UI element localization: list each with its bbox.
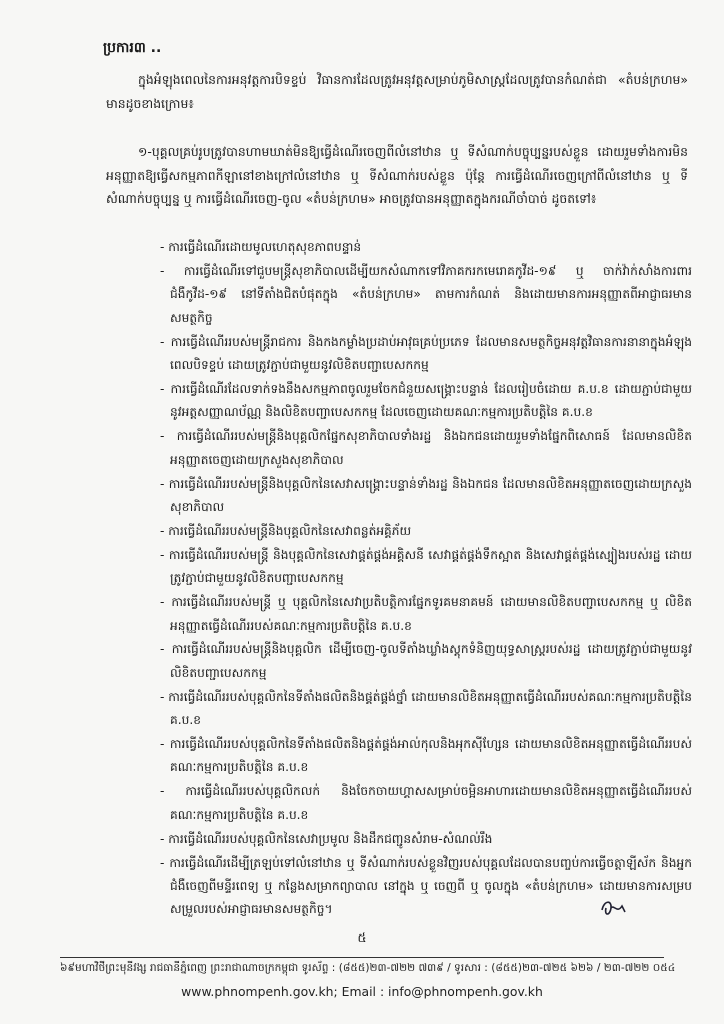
list-item: - ការធ្វើដំណើររបស់មន្ត្រីរាជការ និងកងកម្លាំងប្រដាប់អាវុធគ្រប់ប្រភេទ ដែលមានសមត្ថកិច្ចអនុវត្តវិធានការនានាក្នុងអំឡុងពេលបិទខ្ទប់ ដោយត្រូវភ្ជាប់ជាមួយនូវលិខិតបញ្ជាបេសកកម្ម — [160, 331, 692, 378]
footer-divider — [60, 957, 664, 958]
list-item: - ការធ្វើដំណើររបស់បុគ្គលិកនៃសេវាប្រមូល និងដឹកជញ្ជូនសំរាម-សំណល់រឹង — [160, 828, 692, 851]
list-item: - ការធ្វើដំណើរទៅជួបមន្ត្រីសុខាភិបាលដើម្បីយកសំណាកទៅវិភាគករកមេរោគកូវីដ-១៩ ឬ ចាក់វ៉ាក់សាំងការពារជំងឺកូវីដ-១៩ នៅទីតាំងជិតបំផុតក្នុង «តំបន់ក្រហម» តាមការកំណត់ និងដោយមានការអនុញ្ញាតពីអាជ្ញាធរមានសមត្ថកិច្ច — [160, 260, 692, 330]
list-item: - ការធ្វើដំណើររបស់មន្ត្រីនិងបុគ្គលិកផ្នែកសុខាភិបាលទាំងរដ្ឋ និងឯកជនដោយរួមទាំងផ្នែកពិសោធន៍ ដែលមានលិខិតអនុញ្ញាតចេញដោយក្រសួងសុខាភិបាល — [160, 425, 692, 472]
list-item: - ការធ្វើដំណើររបស់មន្ត្រីនិងបុគ្គលិកនៃសេវាពន្លត់អគ្គិភ័យ — [160, 520, 692, 543]
page-number: ៥ — [357, 931, 367, 946]
list-item: - ការធ្វើដំណើររបស់បុគ្គលិកនៃទីតាំងផលិតនិងផ្គត់ផ្គង់ថ្នាំ ដោយមានលិខិតអនុញ្ញាតធ្វើដំណើររបស់គណៈកម្មការប្រតិបត្តិនៃ គ.ប.ខ — [160, 686, 692, 733]
list-item: - ការធ្វើដំណើរដែលទាក់ទងនឹងសកម្មភាពចូលរួមចែកជំនួយសង្គ្រោះបន្ទាន់ ដែលរៀបចំដោយ គ.ប.ខ ដោយភ្ជាប់ជាមួយនូវអត្តសញ្ញាណប័ណ្ណ និងលិខិតបញ្ជាបេសកកម្ម ដែលចេញដោយគណៈកម្មការប្រតិបត្តិនៃ គ.ប.ខ — [160, 378, 692, 425]
list-item: - ការធ្វើដំណើររបស់មន្ត្រីនិងបុគ្គលិក ដើម្បីចេញ-ចូលទីតាំងឃ្លាំងស្តុកទំនិញយុទ្ធសាស្ត្ររបស់រដ្ឋ ដោយត្រូវភ្ជាប់ជាមួយនូវលិខិតបញ្ជាបេសកកម្ម — [160, 638, 692, 685]
initial-signature-icon — [598, 896, 628, 920]
list-item: - ការធ្វើដំណើររបស់មន្ត្រី ឬ បុគ្គលិកនៃសេវាប្រតិបត្តិការផ្នែកទូរគមនាគមន៍ ដោយមានលិខិតបញ្ជាបេសកកម្ម ឬ លិខិតអនុញ្ញាតធ្វើដំណើររបស់គណៈកម្មការប្រតិបត្តិនៃ គ.ប.ខ — [160, 591, 692, 638]
footer-address: ៦៩មហាវិថីព្រះមុនីវង្ស រាជធានីភ្នំពេញ ព្រះរាជាណាចក្រកម្ពុជា ទូរស័ព្ទ : (៨៥៥)២៣-៧២២ ៧៣៩ / ទូរសារ : (៨៥៥)២៣-៧២៥ ៦២៦ / ២៣-៧២២ ០៥៤ — [60, 962, 676, 974]
list-item: - ការធ្វើដំណើររបស់មន្ត្រី និងបុគ្គលិកនៃសេវាផ្គត់ផ្គង់អគ្គិសនី សេវាផ្គត់ផ្គង់ទឹកស្អាត និងសេវាផ្គត់ផ្គង់ស្បៀងរបស់រដ្ឋ ដោយត្រូវភ្ជាប់ជាមួយនូវលិខិតបញ្ជាបេសកកម្ម — [160, 544, 692, 591]
intro-paragraph: ក្នុងអំឡុងពេលនៃការអនុវត្តការបិទខ្ទប់ វិធានការដែលត្រូវអនុវត្តសម្រាប់ភូមិសាស្រ្តដែលត្រូវបានកំណត់ជា «តំបន់ក្រហម» មានដូចខាងក្រោម៖ — [106, 72, 688, 111]
list-item: - ការធ្វើដំណើររបស់បុគ្គលិកនៃទីតាំងផលិតនិងផ្គត់ផ្គង់អាល់កុលនិងអុកស៊ីហ្សែន ដោយមានលិខិតអនុញ្ញាតធ្វើដំណើររបស់គណៈកម្មការប្រតិបត្តិនៃ គ.ប.ខ — [160, 733, 692, 780]
list-item: - ការធ្វើដំណើរដើម្បីត្រឡប់ទៅលំនៅឋាន ឬ ទីសំណាក់របស់ខ្លួនវិញរបស់បុគ្គលដែលបានបញ្ចប់ការធ្វើចត្តាឡីស័ក និងអ្នកជំងឺចេញពីមន្ទីរពេទ្យ ឬ កន្លែងសម្រាកព្យាបាល នៅក្នុង ឬ ចេញពី ឬ ចូលក្នុង «តំបន់ក្រហម» ដោយមានការសម្របសម្រួលរបស់អាជ្ញាធរមានសមត្ថកិច្ច។ — [160, 852, 692, 922]
list-item: - ការធ្វើដំណើររបស់មន្ត្រីនិងបុគ្គលិកនៃសេវាសង្គ្រោះបន្ទាន់ទាំងរដ្ឋ និងឯកជន ដែលមានលិខិតអនុញ្ញាតចេញដោយក្រសួងសុខាភិបាល — [160, 473, 692, 520]
list-item: - ការធ្វើដំណើរដោយមូលហេតុសុខភាពបន្ទាន់ — [160, 236, 692, 259]
rule-paragraph: ១-បុគ្គលគ្រប់រូបត្រូវបានហាមឃាត់មិនឱ្យធ្វើដំណើរចេញពីលំនៅឋាន ឬ ទីសំណាក់បច្ចុប្បន្នរបស់ខ្លួន ដោយរួមទាំងការមិនអនុញ្ញាតឱ្យធ្វើសកម្មភាពកីឡានៅខាងក្រៅលំនៅឋាន ឬ ទីសំណាក់របស់ខ្លួន ប៉ុន្តែ ការធ្វើដំណើរចេញក្រៅពីលំនៅឋាន ឬ ទីសំណាក់បច្ចុប្បន្ន ឬ ការធ្វើដំណើរចេញ-ចូល «តំបន់ក្រហម» អាចត្រូវបានអនុញ្ញាតក្នុងករណីចាំបាច់ ដូចតទៅ៖ — [106, 144, 688, 206]
footer-contact: www.phnompenh.gov.kh; Email : info@phnompenh.gov.kh — [181, 984, 543, 999]
article-title: ប្រការ៣ .. — [103, 40, 162, 56]
exemption-list — [160, 236, 692, 922]
list-item: - ការធ្វើដំណើររបស់បុគ្គលិកលក់ និងចែកចាយហ្គាសសម្រាប់ចម្អិនអាហារដោយមានលិខិតអនុញ្ញាតធ្វើដំណើររបស់គណៈកម្មការប្រតិបត្តិនៃ គ.ប.ខ — [160, 780, 692, 827]
